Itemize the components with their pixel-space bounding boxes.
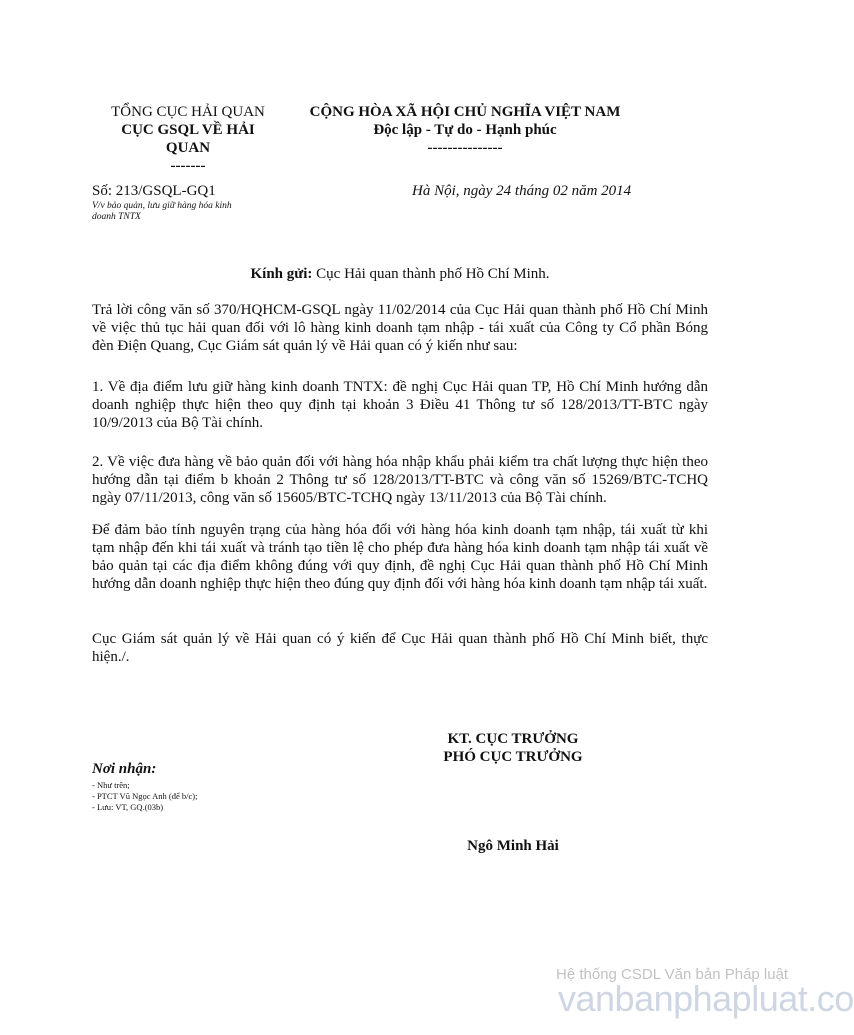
recipients-list-item: - PTCT Vũ Ngọc Anh (để b/c);	[92, 791, 198, 801]
recipient-line	[92, 266, 708, 283]
signature-title-2: PHÓ CỤC TRƯỞNG	[443, 749, 583, 765]
watermark-line-1: Hệ thống CSDL Văn bản Pháp luật	[556, 966, 789, 983]
issuing-agency-block	[88, 103, 288, 175]
body-paragraph-intro: Trả lời công văn số 370/HQHCM-GSQL ngày 11/02/2014 của Cục Hải quan thành phố Hồ Chí Minh về việc thủ tục hải quan đối với lô hàng kinh doanh tạm nhập - tái xuất của Công ty Cổ phần Bóng đèn Điện Quang, Cục Giám sát quản lý về Hải quan có ý kiến như sau:	[92, 302, 708, 354]
watermark-line-2: vanbanphapluat.co	[558, 978, 854, 1019]
place-and-date: Hà Nội, ngày 24 tháng 02 năm 2014	[412, 183, 632, 199]
body-paragraph-closing: Cục Giám sát quản lý về Hải quan có ý kiến để Cục Hải quan thành phố Hồ Chí Minh biết, thực hiện./.	[92, 631, 708, 665]
recipients-list-item: - Như trên;	[92, 780, 130, 790]
national-motto: Độc lập - Tự do - Hạnh phúc	[373, 122, 557, 138]
document-subject	[92, 201, 282, 223]
body-paragraph-point-1: 1. Về địa điểm lưu giữ hàng kinh doanh TNTX: đề nghị Cục Hải quan TP, Hồ Chí Minh hướng dẫn doanh nghiệp thực hiện theo quy định tại khoản 3 Điều 41 Thông tư số 128/2013/TT-BTC ngày 10/9/2013 của Bộ Tài chính.	[92, 379, 708, 431]
recipients-list	[92, 780, 312, 813]
body-paragraph-request: Để đảm bảo tính nguyên trạng của hàng hóa đối với hàng hóa kinh doanh tạm nhập, tái xuất từ khi tạm nhập đến khi tái xuất và tránh tạo tiền lệ cho phép đưa hàng hóa kinh doanh tạm nhập tái xuất về bảo quản tại các địa điểm không đúng với quy định, đề nghị Cục Hải quan thành phố Hồ Chí Minh hướng dẫn doanh nghiệp thực hiện theo đúng quy định đối với hàng hóa kinh doanh tạm nhập tái xuất.	[92, 522, 708, 592]
recipients-list-title: Nơi nhận:	[92, 761, 157, 777]
signer-name: Ngô Minh Hải	[467, 838, 559, 854]
motto-divider: ---------------	[427, 140, 503, 156]
parent-agency: TỔNG CỤC HẢI QUAN	[111, 104, 265, 120]
subject-line-1: V/v bảo quản, lưu giữ hàng hóa kinh	[92, 201, 232, 211]
document-number: Số: 213/GSQL-GQ1	[92, 183, 216, 199]
national-header-block	[295, 103, 635, 157]
subject-line-2: doanh TNTX	[92, 212, 141, 222]
recipients-list-item: - Lưu: VT, GQ.(03b)	[92, 802, 164, 812]
nation-name: CỘNG HÒA XÃ HỘI CHỦ NGHĨA VIỆT NAM	[309, 104, 621, 120]
recipient-name: Cục Hải quan thành phố Hồ Chí Minh.	[312, 266, 550, 282]
signature-block	[418, 730, 608, 766]
agency-divider: -------	[170, 158, 206, 174]
issuing-agency-line1: CỤC GSQL VỀ HẢI	[121, 122, 255, 138]
issuing-agency-line2: QUAN	[165, 140, 211, 156]
body-paragraph-point-2: 2. Về việc đưa hàng về bảo quản đối với hàng hóa nhập khẩu phải kiểm tra chất lượng thực hiện theo hướng dẫn tại điểm b khoản 2 Thông tư số 128/2013/TT-BTC và công văn số 15269/BTC-TCHQ ngày 07/11/2013, công văn số 15605/BTC-TCHQ ngày 13/11/2013 của Bộ Tài chính.	[92, 454, 708, 506]
recipient-label: Kính gửi:	[250, 266, 313, 282]
signature-title-1: KT. CỤC TRƯỞNG	[447, 731, 579, 747]
